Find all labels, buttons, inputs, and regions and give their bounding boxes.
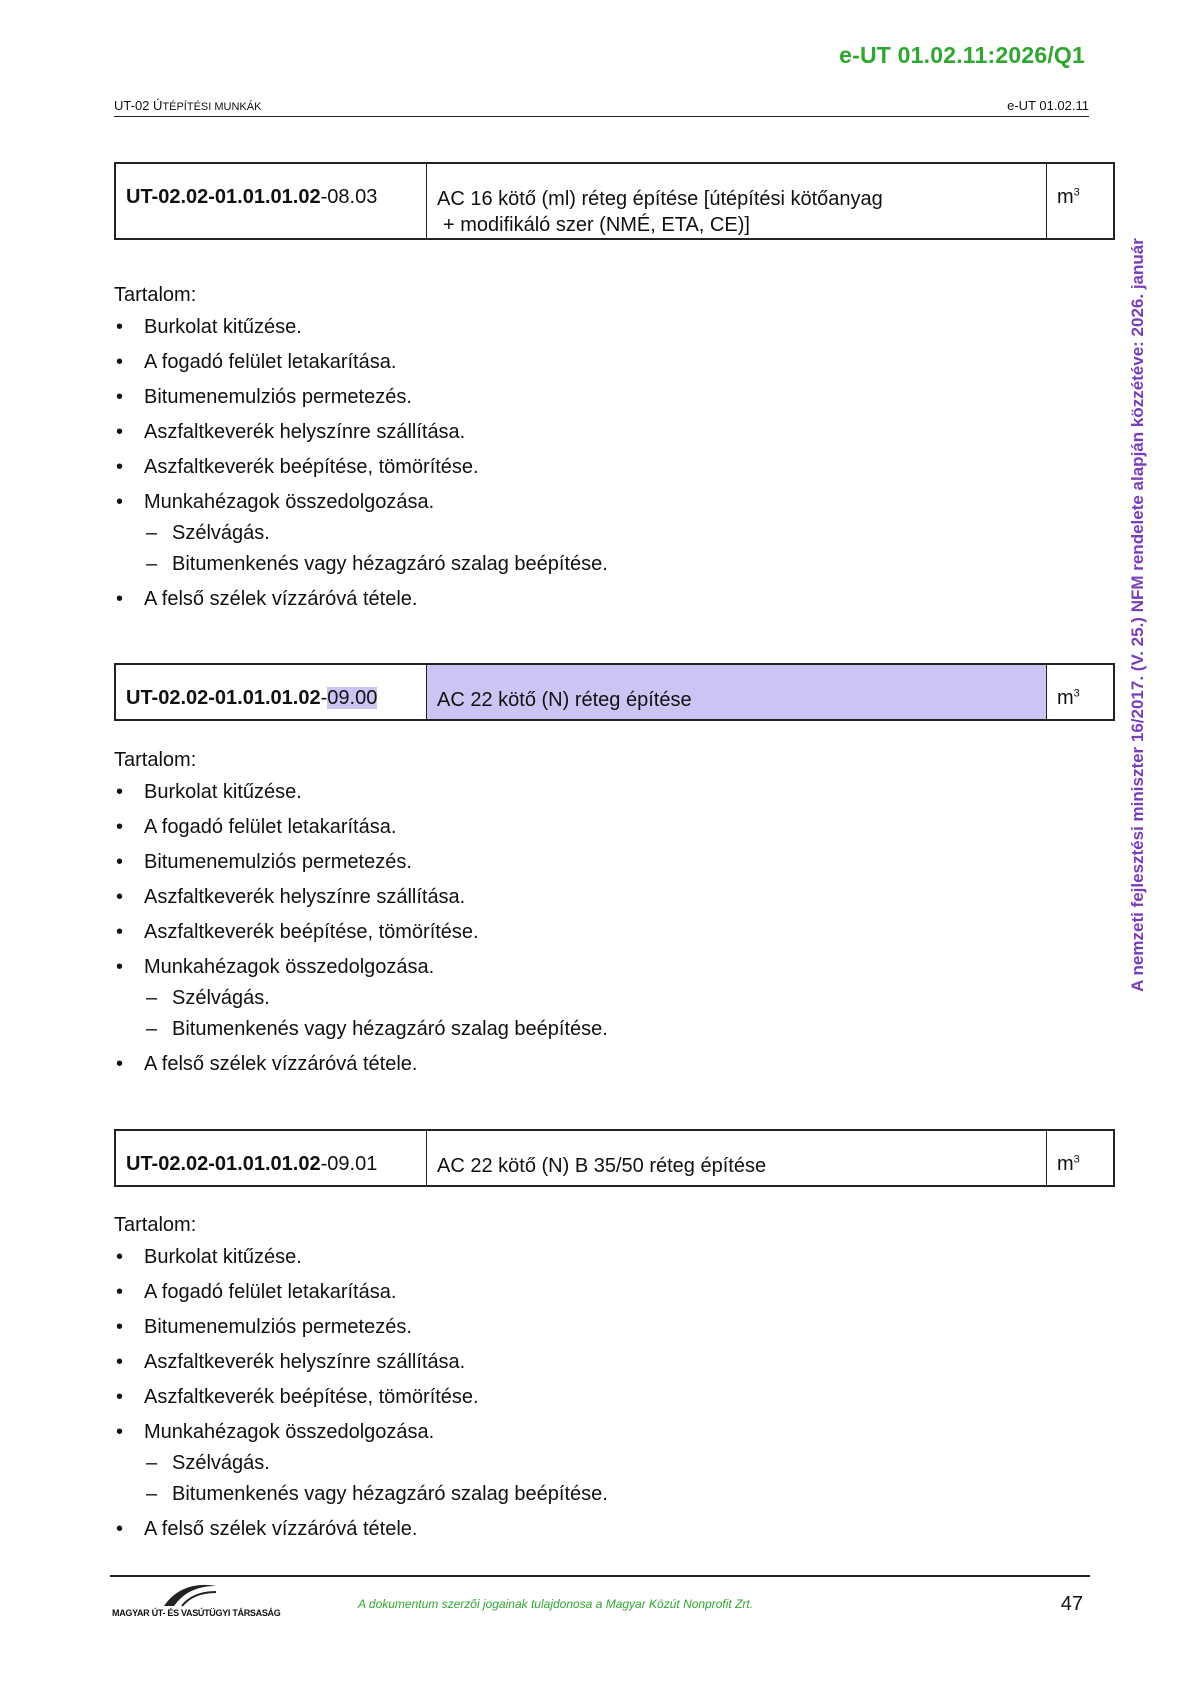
item-code-separator: - <box>320 1153 328 1175</box>
list-item: • Aszfaltkeverék helyszínre szállítása. <box>114 419 608 445</box>
item-unit-cell <box>1047 664 1115 720</box>
item-unit: m <box>1057 186 1074 208</box>
item-code-separator: - <box>320 186 328 208</box>
item-code-bold: UT-02.02-01.01.01.02 <box>126 186 321 208</box>
running-header-left <box>114 98 261 113</box>
running-header <box>114 96 1089 117</box>
item-code-suffix: 08.03 <box>327 186 378 208</box>
item-unit-exponent: 3 <box>1073 186 1080 199</box>
list-item: • A fogadó felület letakarítása. <box>114 349 608 375</box>
item-unit-cell <box>1047 1130 1115 1186</box>
sub-list-item: – Bitumenkenés vagy hézagzáró szalag beépítése. <box>144 1481 608 1507</box>
item-description-line: AC 16 kötő (ml) réteg építése [útépítési kötőanyag <box>437 188 883 210</box>
list-item: • A felső szélek vízzáróvá tétele. <box>114 586 608 612</box>
list-item: • A felső szélek vízzáróvá tétele. <box>114 1516 608 1542</box>
item-content <box>114 747 608 1086</box>
logo-text: MAGYAR ÚT- ÉS VASÚTÜGYI TÁRSASÁG <box>112 1608 281 1618</box>
list-item: • Aszfaltkeverék beépítése, tömörítése. <box>114 919 608 945</box>
list-item <box>114 954 608 1042</box>
list-item: • Aszfaltkeverék beépítése, tömörítése. <box>114 1384 608 1410</box>
sub-list <box>144 1450 608 1507</box>
item-unit: m <box>1057 1153 1074 1175</box>
list-item: • A fogadó felület letakarítása. <box>114 814 608 840</box>
list-item-text: Munkahézagok összedolgozása. <box>144 956 435 978</box>
list-item-text: Munkahézagok összedolgozása. <box>144 491 435 513</box>
list-item: • Bitumenemulziós permetezés. <box>114 849 608 875</box>
list-item <box>114 1419 608 1507</box>
item-content <box>114 1212 608 1551</box>
content-list <box>114 314 608 612</box>
content-heading: Tartalom: <box>114 1214 197 1236</box>
sub-list-item: – Szélvágás. <box>144 985 608 1011</box>
item-description-cell <box>427 664 1047 720</box>
sub-list <box>144 520 608 577</box>
content-list <box>114 1244 608 1542</box>
item-unit-exponent: 3 <box>1073 687 1080 700</box>
sub-list-item: – Bitumenkenés vagy hézagzáró szalag beépítése. <box>144 1016 608 1042</box>
item-code-cell <box>115 664 427 720</box>
list-item <box>114 489 608 577</box>
item-unit-exponent: 3 <box>1073 1153 1080 1166</box>
item-code-cell <box>115 1130 427 1186</box>
list-item: • Bitumenemulziós permetezés. <box>114 1314 608 1340</box>
item-unit: m <box>1057 687 1074 709</box>
running-header-right: e-UT 01.02.11 <box>1007 98 1089 113</box>
item-code-bold: UT-02.02-01.01.01.02 <box>126 687 321 709</box>
list-item: • Aszfaltkeverék helyszínre szállítása. <box>114 1349 608 1375</box>
road-swoosh-icon <box>162 1582 218 1608</box>
list-item: • Burkolat kitűzése. <box>114 1244 608 1270</box>
item-description-continuation: + modifikáló szer (NMÉ, ETA, CE)] <box>443 214 750 236</box>
list-item: • A felső szélek vízzáróvá tétele. <box>114 1051 608 1077</box>
list-item: • Aszfaltkeverék helyszínre szállítása. <box>114 884 608 910</box>
sub-list-item: – Szélvágás. <box>144 520 608 546</box>
list-item-text: Munkahézagok összedolgozása. <box>144 1421 435 1443</box>
content-list <box>114 779 608 1077</box>
item-header-table <box>114 162 1115 240</box>
running-header-left-prefix: UT-02 Ú <box>114 98 163 113</box>
list-item: • Bitumenemulziós permetezés. <box>114 384 608 410</box>
item-description-cell <box>427 1130 1047 1186</box>
content-heading: Tartalom: <box>114 749 197 771</box>
item-content <box>114 282 608 621</box>
sub-list-item: – Szélvágás. <box>144 1450 608 1476</box>
running-header-left-rest: TÉPÍTÉSI MUNKÁK <box>162 101 262 113</box>
item-header-table <box>114 1129 1115 1187</box>
item-header-table <box>114 663 1115 721</box>
item-code-bold: UT-02.02-01.01.01.02 <box>126 1153 321 1175</box>
content-heading: Tartalom: <box>114 284 197 306</box>
side-notice-text: A nemzeti fejlesztési miniszter 16/2017. (V. 25.) NFM rendelete alapján közzétéve: 2026. január <box>1128 237 1147 992</box>
sub-list <box>144 985 608 1042</box>
footer-divider <box>110 1575 1090 1577</box>
item-unit-cell <box>1047 163 1115 239</box>
item-code-separator: - <box>320 687 328 709</box>
document-code: e-UT 01.02.11:2026/Q1 <box>839 42 1085 68</box>
page-number: 47 <box>1060 1593 1083 1615</box>
list-item: • A fogadó felület letakarítása. <box>114 1279 608 1305</box>
copyright-notice: A dokumentum szerzői jogainak tulajdonosa a Magyar Közút Nonprofit Zrt. <box>358 1597 754 1611</box>
item-description-cell <box>427 163 1047 239</box>
item-code-cell <box>115 163 427 239</box>
society-logo <box>112 1582 281 1622</box>
list-item: • Aszfaltkeverék beépítése, tömörítése. <box>114 454 608 480</box>
item-description-line: AC 22 kötő (N) B 35/50 réteg építése <box>437 1155 767 1177</box>
side-notice <box>1123 162 1153 1067</box>
item-description-line: AC 22 kötő (N) réteg építése <box>437 689 692 711</box>
sub-list-item: – Bitumenkenés vagy hézagzáró szalag beépítése. <box>144 551 608 577</box>
item-code-suffix: 09.01 <box>327 1153 378 1175</box>
list-item: • Burkolat kitűzése. <box>114 314 608 340</box>
item-code-suffix: 09.00 <box>327 687 378 709</box>
list-item: • Burkolat kitűzése. <box>114 779 608 805</box>
